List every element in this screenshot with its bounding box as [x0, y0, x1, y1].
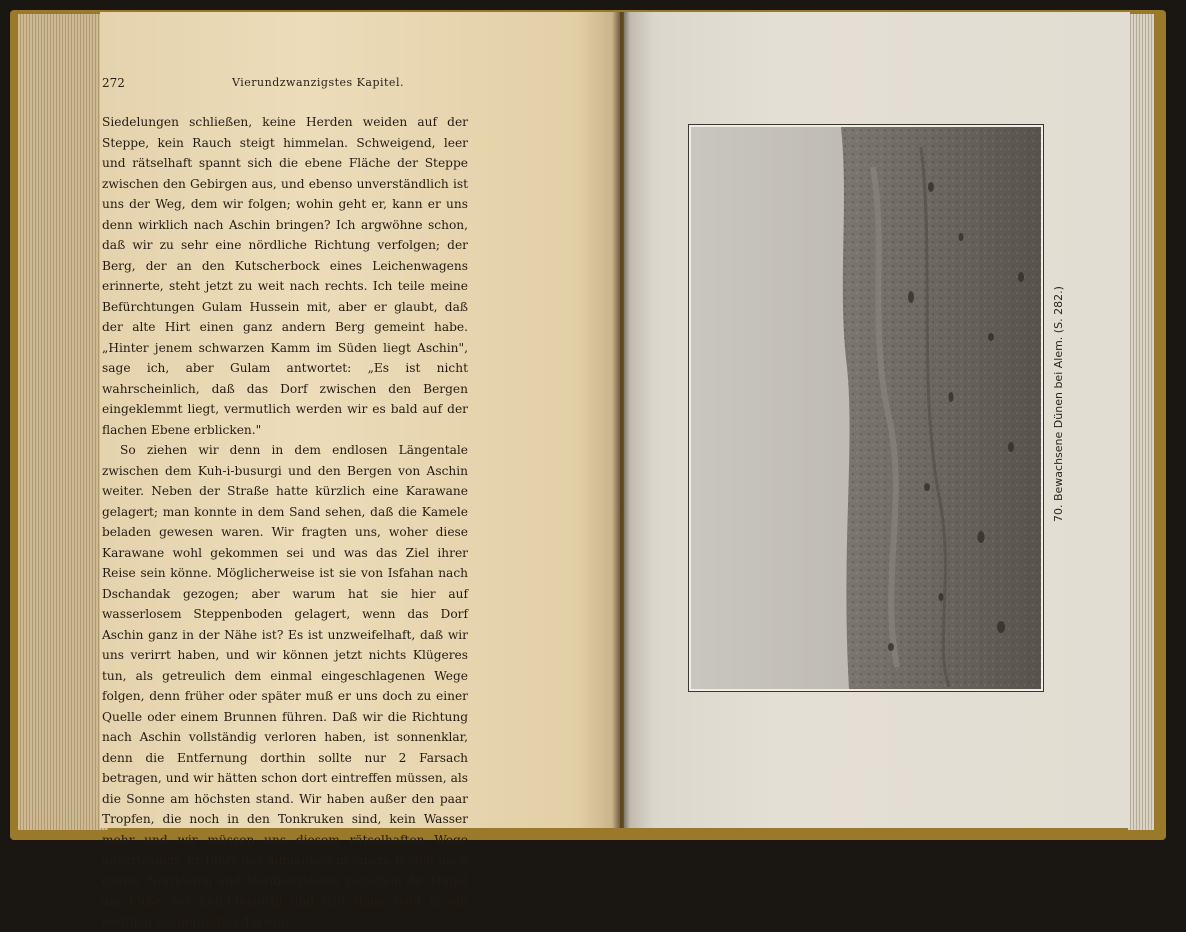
photo-plate	[688, 124, 1044, 692]
page-edges-left	[18, 14, 108, 830]
paragraph-1: Siedelungen schließen, keine Herden weiden auf der Steppe, kein Rauch steigt himmelan. Schweigend, leer und rätselhaft spannt sich die ebene Fläche der Steppe zwischen den Gebirgen aus, und ebenso unverständlich ist uns der Weg, dem wir folgen; wohin geht er, kann er uns denn wirklich nach Aschin bringen? Ich argwöhne schon, daß wir zu sehr eine nördliche Richtung verfolgen; der Berg, der an den Kutscherbock eines Leichenwagens erinnerte, steht jetzt zu weit nach rechts. Ich teile meine Befürchtungen Gulam Hussein mit, aber er glaubt, daß der alte Hirt einen ganz andern Berg gemeint habe. „Hinter jenem schwarzen Kamm im Süden liegt Aschin", sage ich, aber Gulam antwortet: „Es ist nicht wahrscheinlich, daß das Dorf zwischen den Bergen eingeklemmt liegt, vermutlich werden wir es bald auf der flachen Ebene erblicken."	[102, 115, 468, 437]
page-number: 272	[102, 76, 125, 90]
paragraph-2: So ziehen wir denn in dem endlosen Längentale zwischen dem Kuh-i-busurgi und den Bergen von Aschin weiter. Neben der Straße hatte kürzlich eine Karawane gelagert; man konnte in dem Sand sehen, daß die Kamele beladen gewesen waren. Wir fragten uns, woher diese Karawane wohl gekommen sei und was das Ziel ihrer Reise sein könne. Möglicherweise ist sie von Isfahan nach Dschandak gezogen; aber warum hat sie hier auf wasserlosem Steppenboden gelagert, wenn das Dorf Aschin ganz in der Nähe ist? Es ist unzweifelhaft, daß wir uns verirrt haben, und wir können jetzt nichts Klügeres tun, als getreulich dem einmal eingeschlagenen Wege folgen, denn früher oder später muß er uns doch zu einer Quelle oder einem Brunnen führen. Daß wir die Richtung nach Aschin vollständig verloren haben, ist sonnenklar, denn die Entfernung dorthin sollte nur 2 Farsach betragen, und wir hätten schon dort eintreffen müssen, als die Sonne am höchsten stand. Wir haben außer den paar Tropfen, die noch in den Tonkruken sind, kein Wasser mehr und wir müssen uns diesem rätselhaften Wege anvertrauen. Er führt uns allmählich in einem Bogen nach Osten, Nordosten und Nordnordosten zwischen die Hügel am Fuße des Kuh-i-busurgi und tritt dann bald in ein deutlich ausgeprägtes Tal ein.	[102, 443, 468, 929]
running-title: Vierundzwanzigstes Kapitel.	[232, 76, 404, 89]
body-text	[102, 112, 468, 932]
caption-text: 70. Bewachsene Dünen bei Alem. (S. 282.)	[1052, 286, 1065, 522]
book-gutter	[612, 12, 630, 828]
page-edges-right	[1128, 14, 1154, 830]
page-header	[102, 76, 458, 94]
dune-landscape-photo	[691, 127, 1041, 689]
